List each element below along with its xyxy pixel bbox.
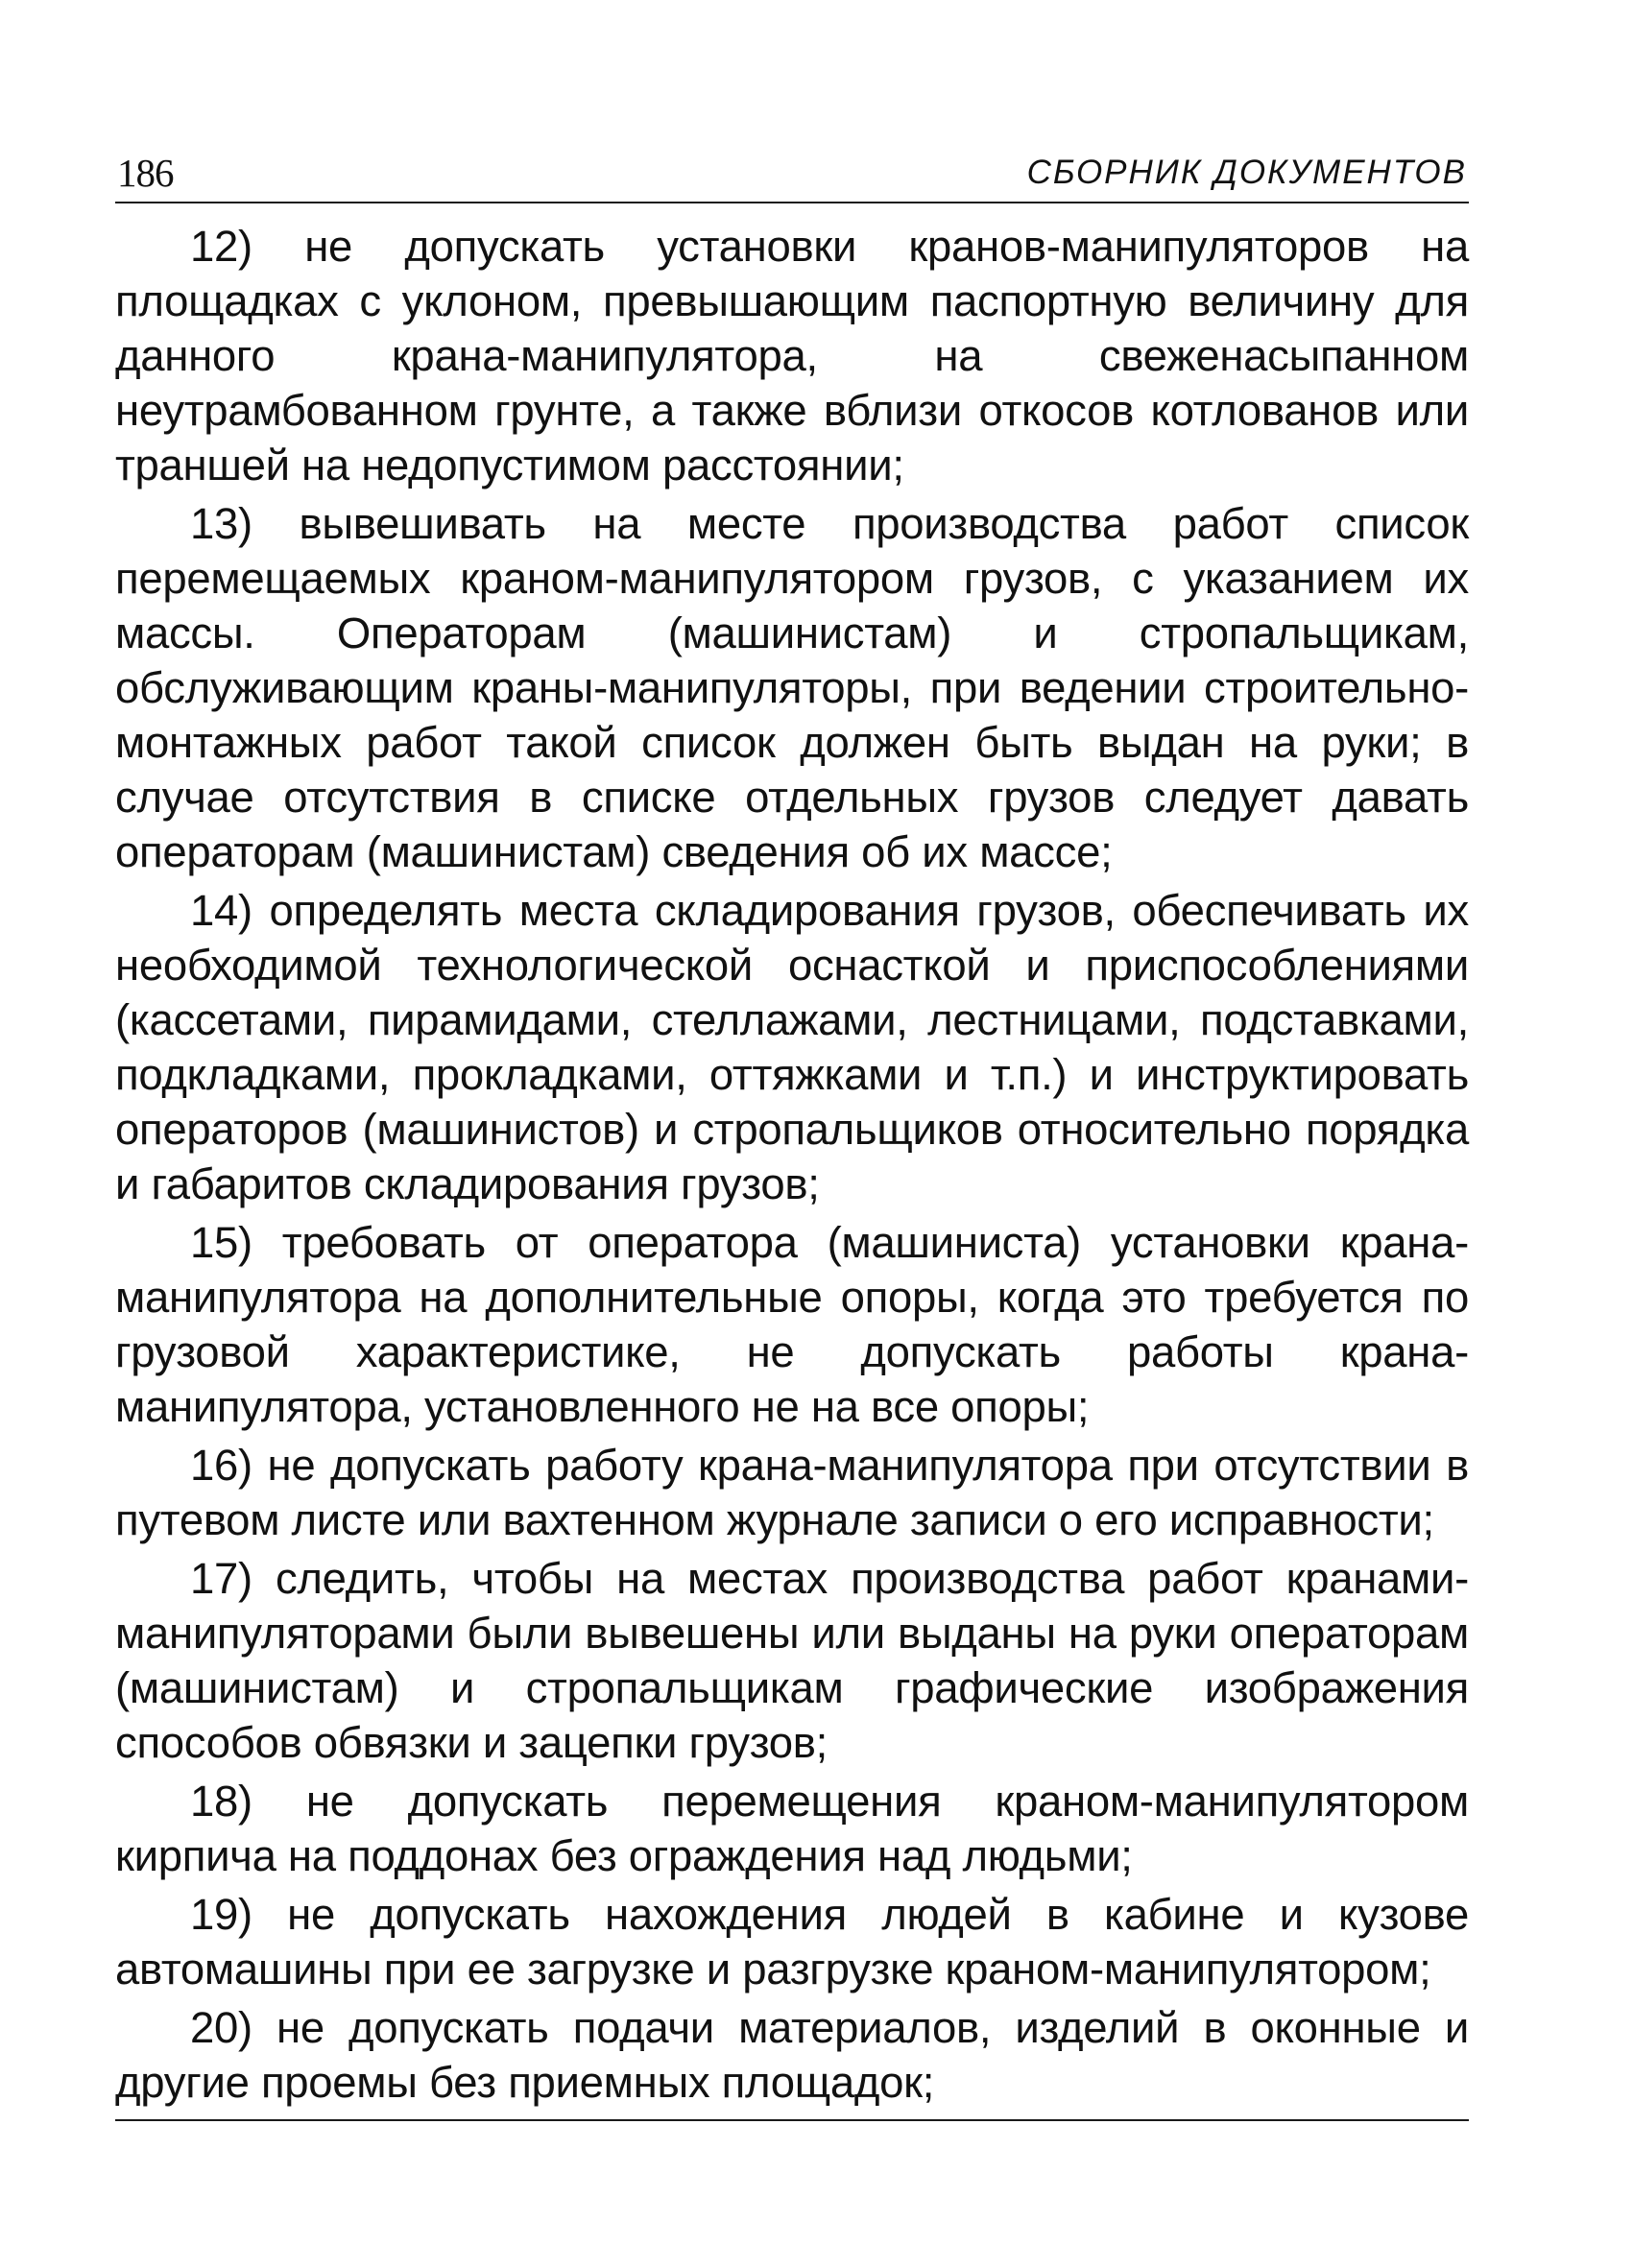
list-item-13: 13) вывешивать на месте производства работ список перемещаемых краном-манипулятором грузов, с указанием их массы. Операторам (машинистам) и стропальщикам, обслуживающим краны-манипуляторы, при ведении строительно-монтажных работ такой список должен быть выдан на руки; в случае отсутствия в списке отдельных грузов следует давать операторам (машинистам) сведения об их массе; xyxy=(115,499,1469,876)
list-item-15: 15) требовать от оператора (машиниста) установки крана-манипулятора на дополнительные опоры, когда это требуется по грузовой характеристике, не допускать работы крана-манипулятора, установленного не на все опоры; xyxy=(115,1218,1469,1431)
list-item-17: 17) следить, чтобы на местах производства работ кранами-манипуляторами были вывешены или выданы на руки операторам (машинистам) и стропальщикам графические изображения способов обвязки и зацепки грузов; xyxy=(115,1554,1469,1767)
list-item-19: 19) не допускать нахождения людей в кабине и кузове автомашины при ее загрузке и разгрузке краном-манипулятором; xyxy=(115,1890,1469,1993)
page-number: 186 xyxy=(117,151,174,195)
list-item-12: 12) не допускать установки кранов-манипуляторов на площадках с уклоном, превышающим паспортную величину для данного крана-манипулятора, на свеженасыпанном неутрамбованном грунте, а также вблизи откосов котлованов или траншей на недопустимом расстоянии; xyxy=(115,222,1469,489)
bottom-divider xyxy=(115,2119,1469,2121)
running-header xyxy=(115,144,1469,203)
collection-title: СБОРНИК ДОКУМЕНТОВ xyxy=(1026,154,1467,191)
body-text xyxy=(115,219,1469,2113)
list-item-18: 18) не допускать перемещения краном-манипулятором кирпича на поддонах без ограждения над людьми; xyxy=(115,1777,1469,1880)
list-item-20: 20) не допускать подачи материалов, изделий в оконные и другие проемы без приемных площадок; xyxy=(115,2003,1469,2107)
list-item-14: 14) определять места складирования грузов, обеспечивать их необходимой технологической оснасткой и приспособлениями (кассетами, пирамидами, стеллажами, лестницами, подставками, подкладками, прокладками, оттяжками и т.п.) и инструктировать операторов (машинистов) и стропальщиков относительно порядка и габаритов складирования грузов; xyxy=(115,886,1469,1208)
list-item-16: 16) не допускать работу крана-манипулятора при отсутствии в путевом листе или вахтенном журнале записи о его исправности; xyxy=(115,1441,1469,1544)
